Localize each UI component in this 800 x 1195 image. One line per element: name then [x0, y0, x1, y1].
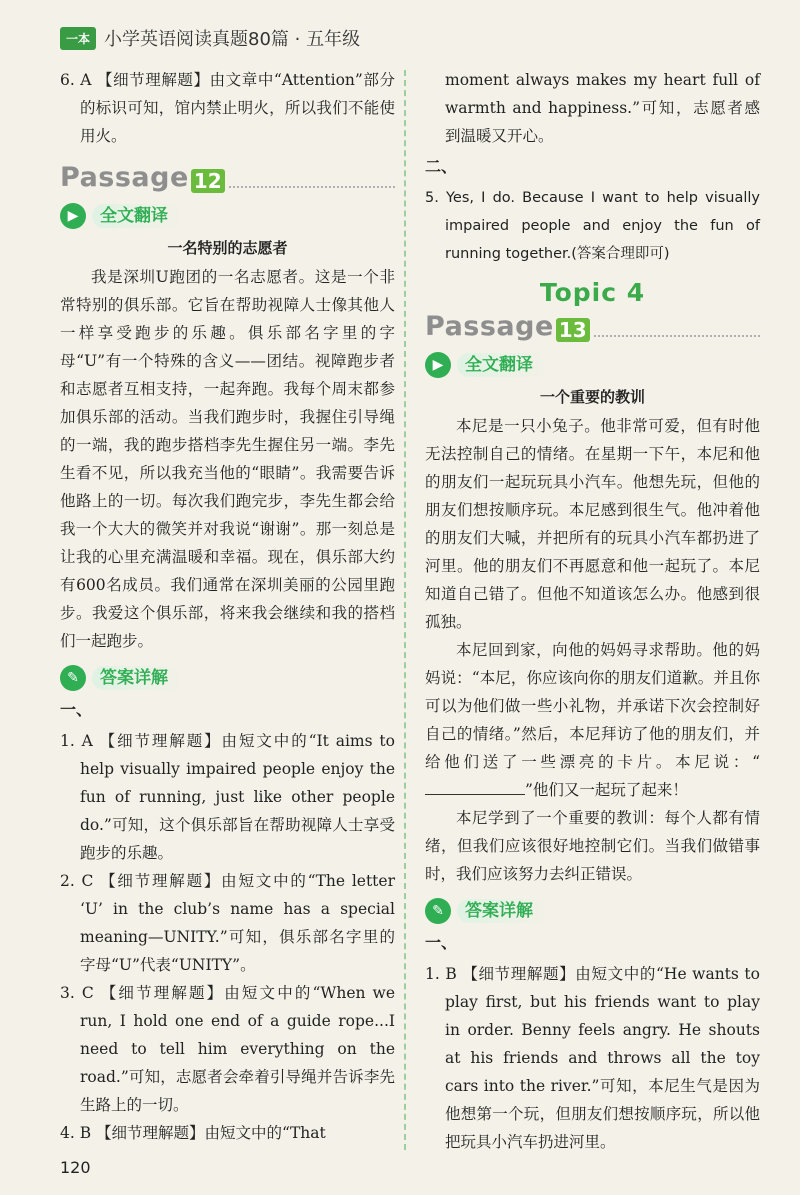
- answer-2: 2. C 【细节理解题】由短文中的“The letter ‘U’ in the club’s name has a special meaning—UNITY.”可知，俱乐部名字里的字母“U”代表“UNITY”。: [60, 872, 395, 974]
- column-divider: [404, 70, 406, 1150]
- passage-number: 12: [191, 169, 225, 193]
- passage-heading-12: [60, 162, 395, 193]
- topic-heading: Topic 4: [539, 278, 646, 307]
- passage-number: 13: [556, 318, 590, 342]
- article-title: 一个重要的教训: [539, 388, 645, 406]
- paragraph-2-start: 本尼回到家，向他的妈妈寻求帮助。他的妈妈说：“本尼，你应该向你的朋友们道歉。并且你可以为他们做一些小礼物，并承诺下次会控制好自己的情绪。”然后，本尼拜访了他的朋友们，并给他们送了一些漂亮的卡片。本尼说：“: [425, 641, 760, 771]
- answer-1: 1. A 【细节理解题】由短文中的“It aims to help visually impaired people enjoy the fun of running, just like other people do.”可知，这个俱乐部旨在帮助视障人士享受跑步的乐趣。: [60, 732, 395, 862]
- answer-5: 5. Yes, I do. Because I want to help visually impaired people and enjoy the fun of running together.(答案合理即可): [425, 190, 760, 262]
- paragraph-2: [425, 636, 760, 804]
- passage-word: Passage: [425, 311, 554, 342]
- paragraph-3: 本尼学到了一个重要的教训：每个人都有情绪，但我们应该很好地控制它们。当我们做错事时，我们应该努力去纠正错误。: [425, 809, 760, 883]
- article-title: 一名特别的志愿者: [167, 239, 288, 257]
- article-body: 我是深圳U跑团的一名志愿者。这是一个非常特别的俱乐部。它旨在帮助视障人士像其他人一样享受跑步的乐趣。俱乐部名字里的字母“U”有一个特殊的含义——团结。视障跑步者和志愿者互相支持，一起奔跑。我每个周末都参加俱乐部的活动。当我们跑步时，我握住引导绳的一端，我的跑步搭档李先生握住另一端。李先生看不见，所以我充当他的“眼睛”。我需要告诉他路上的一切。每次我们跑完步，李先生都会给我一个大大的微笑并对我说“谢谢”。那一刻总是让我的心里充满温暖和幸福。现在，俱乐部大约有600名成员。我们通常在深圳美丽的公园里跑步。我爱这个俱乐部，将来我会继续和我的搭档们一起跑步。: [60, 268, 395, 650]
- dotted-rule: [229, 186, 395, 188]
- answer-b1: 1. B 【细节理解题】由短文中的“He wants to play first, but his friends want to play in order. Benny feels angry. He shouts at his friends and throws all the toy cars into the river.”可知，本尼生气是因为他想第一个玩，但朋友们想按顺序玩，所以他把玩具小汽车扔进河里。: [425, 965, 760, 1151]
- page-header: [60, 18, 760, 58]
- tag-label: 答案详解: [92, 666, 184, 690]
- section-one: 一、: [425, 933, 458, 952]
- section-one: 一、: [60, 700, 93, 719]
- answer-blank: [425, 776, 525, 795]
- play-icon: ▶: [425, 352, 451, 378]
- tag-label: 全文翻译: [457, 353, 549, 377]
- right-column: [425, 66, 760, 1156]
- answer-4-continued: moment always makes my heart full of warmth and happiness.”可知，志愿者感到温暖又开心。: [445, 71, 760, 145]
- translation-tag: [60, 203, 395, 229]
- left-column: [60, 66, 395, 1147]
- section-two: 二、: [425, 157, 458, 176]
- pencil-icon: ✎: [60, 665, 86, 691]
- play-icon: ▶: [60, 203, 86, 229]
- passage-word: Passage: [60, 162, 189, 193]
- paragraph-2-end: ”他们又一起玩了起来！: [525, 781, 688, 799]
- answer-3: 3. C 【细节理解题】由短文中的“When we run, I hold one end of a guide rope...I need to tell him everything on the road.”可知，志愿者会牵着引导绳并告诉李先生路上的一切。: [60, 984, 395, 1114]
- answer-6: 6. A 【细节理解题】由文章中“Attention”部分的标识可知，馆内禁止明火，所以我们不能使用火。: [60, 71, 395, 145]
- dotted-rule: [594, 335, 760, 337]
- translation-tag: [425, 352, 760, 378]
- brand-logo: 一本: [60, 27, 96, 50]
- pencil-icon: ✎: [425, 898, 451, 924]
- book-title: 小学英语阅读真题80篇 · 五年级: [104, 29, 361, 50]
- answers-tag: [60, 665, 395, 691]
- passage-heading-13: [425, 311, 760, 342]
- answer-4: 4. B 【细节理解题】由短文中的“That: [60, 1124, 326, 1142]
- tag-label: 答案详解: [457, 899, 549, 923]
- tag-label: 全文翻译: [92, 204, 184, 228]
- paragraph-1: 本尼是一只小兔子。他非常可爱，但有时他无法控制自己的情绪。在星期一下午，本尼和他的朋友们一起玩玩具小汽车。他想先玩，但他的朋友们想按顺序玩。本尼感到很生气。他冲着他的朋友们大喊，并把所有的玩具小汽车都扔进了河里。他的朋友们不再愿意和他一起玩了。本尼知道自己错了。但他不知道该怎么办。他感到很孤独。: [425, 417, 760, 631]
- page-number: 120: [60, 1158, 91, 1177]
- answers-tag: [425, 898, 760, 924]
